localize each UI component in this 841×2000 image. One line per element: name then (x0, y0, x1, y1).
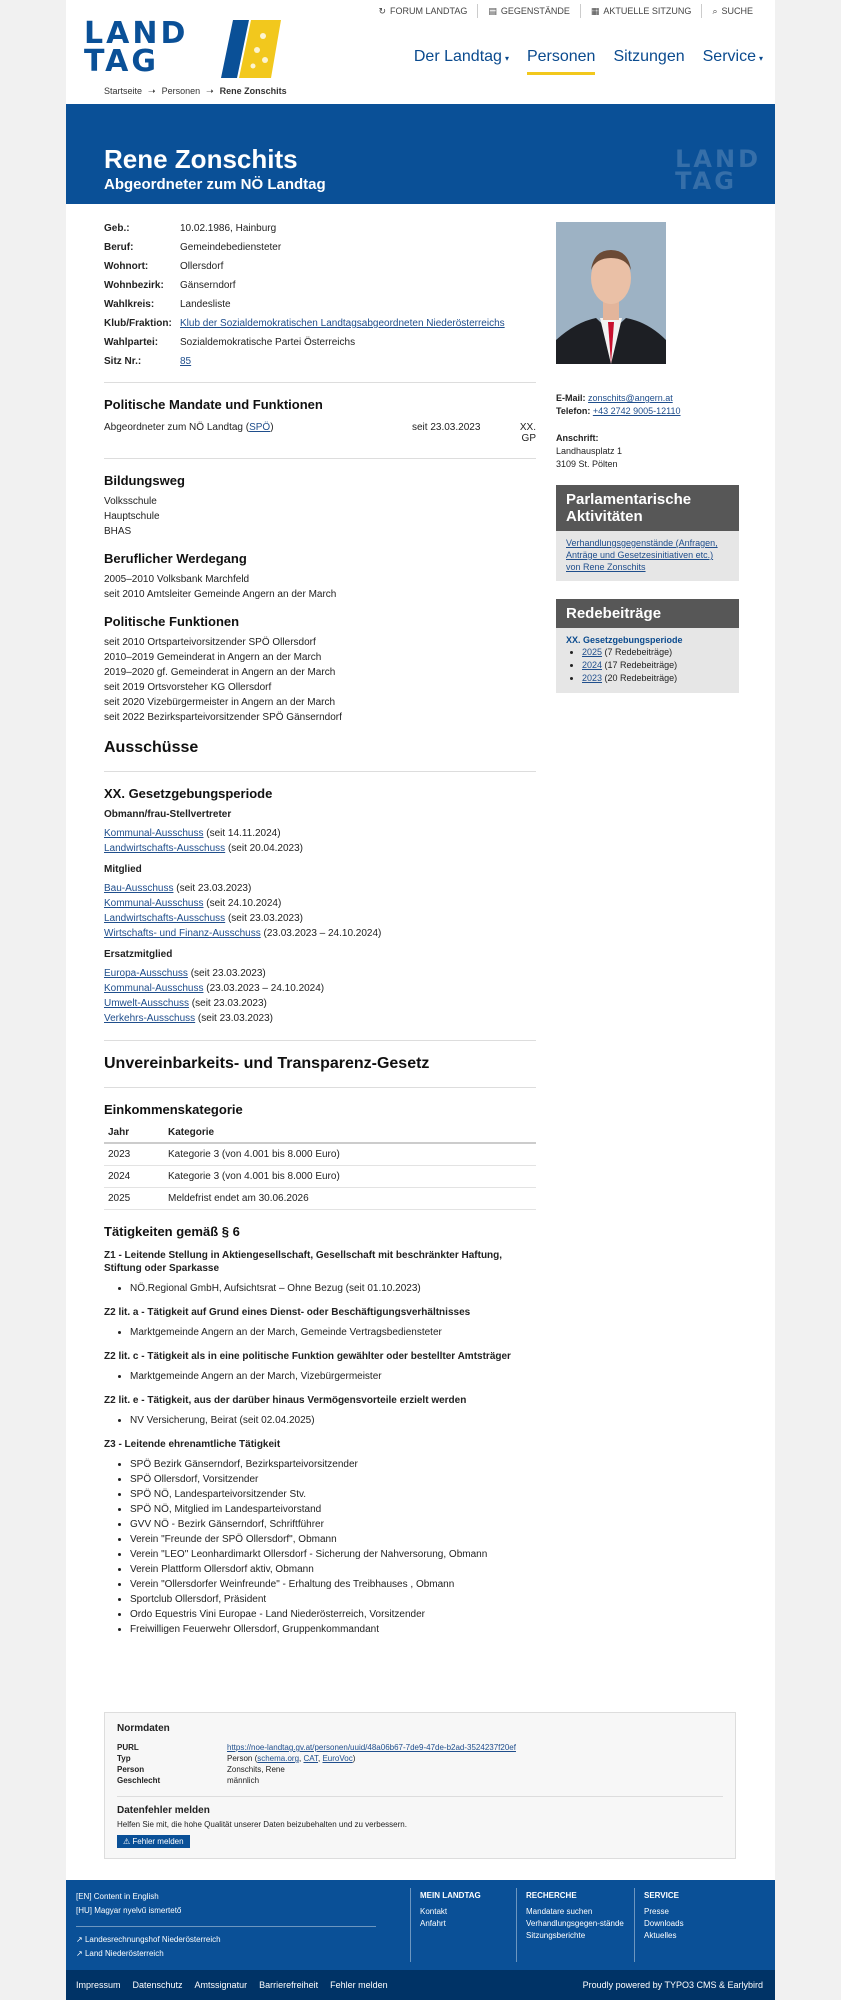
beruf-heading: Beruflicher Werdegang (104, 551, 247, 566)
list-item: • SPÖ Ollersdorf, Vorsitzender (130, 1472, 536, 1487)
nav-label: Sitzungen (613, 48, 685, 65)
info-key: Wohnort: (104, 261, 149, 272)
address-label: Anschrift: (556, 433, 599, 443)
parl-heading: Parlamentarische Aktivitäten (556, 485, 739, 531)
toplink-0[interactable] (368, 4, 477, 18)
schema-link[interactable]: schema.org (257, 1754, 300, 1763)
rede-heading: Redebeiträge (556, 599, 739, 628)
divider (104, 1087, 536, 1088)
committee-item (104, 911, 536, 926)
footer-divider (410, 1888, 411, 1962)
committee-item (104, 966, 536, 981)
activity-category: Z2 lit. c - Tätigkeit als in eine politische Funktion gewählter oder bestellter Amtsträger (104, 1351, 511, 1362)
info-row (104, 355, 536, 368)
chevron-down-icon: ▾ (758, 54, 763, 63)
list-item: Hauptschule (104, 511, 160, 522)
typ-end: ) (352, 1754, 356, 1763)
cell-kategorie: Kategorie 3 (von 4.001 bis 8.000 Euro) (164, 1166, 536, 1188)
ext-link-land[interactable] (76, 1947, 396, 1961)
purl-link[interactable]: https://noe-landtag.gv.at/personen/uuid/48a06b67-7de9-47de-b2ad-3524237f20ef (227, 1743, 516, 1752)
footer-link[interactable]: Anfahrt (420, 1919, 446, 1928)
person-value: Zonschits, Rene (227, 1765, 285, 1774)
list-item: seit 2020 Vizebürgermeister in Angern an der March (104, 697, 336, 708)
list-item: 2005–2010 Volksbank Marchfeld (104, 574, 250, 585)
gender-value: männlich (227, 1776, 260, 1785)
hero-banner (66, 104, 775, 204)
list-item: • Freiwilligen Feuerwehr Ollersdorf, Gruppenkommandant (130, 1622, 536, 1637)
divider (104, 771, 536, 772)
list-item: • NV Versicherung, Beirat (seit 02.04.2025) (130, 1413, 536, 1428)
info-row (104, 298, 536, 311)
footer-bottom-link[interactable]: Impressum (76, 1980, 121, 1990)
watermark-line1: LAND (675, 145, 761, 173)
info-value: Sozialdemokratische Partei Österreichs (180, 337, 356, 348)
info-row (104, 317, 536, 330)
nav-item-1[interactable] (527, 48, 596, 75)
list-item: • Marktgemeinde Angern an der March, Vizebürgermeister (130, 1369, 536, 1384)
committee-item (104, 981, 536, 996)
footer-bottom-link[interactable]: Amtssignatur (194, 1980, 248, 1990)
typ-text: Person ( (227, 1754, 258, 1763)
external-link-icon: ↗ (76, 1935, 85, 1944)
committee-date: (23.03.2023 – 24.10.2024) (203, 983, 325, 994)
mandate-label: Abgeordneter zum NÖ Landtag ( (104, 422, 250, 433)
activity-list (104, 1369, 536, 1384)
breadcrumb-personen[interactable]: Personen (161, 86, 201, 96)
error-text: Helfen Sie mit, die hohe Qualität unserer Daten beizubehalten und zu verbessern. (117, 1820, 407, 1829)
list-item: • NÖ.Regional GmbH, Aufsichtsrat – Ohne Bezug (seit 01.10.2023) (130, 1281, 536, 1296)
bildung-heading: Bildungsweg (104, 473, 185, 488)
sidebar (556, 222, 739, 693)
cat-link[interactable]: CAT (303, 1754, 319, 1763)
mandate-since: seit 23.03.2023 (412, 422, 481, 433)
main-nav (414, 48, 763, 75)
bildung-list (104, 494, 536, 539)
activities-list (104, 1249, 536, 1637)
page (66, 0, 775, 2000)
portrait-image (556, 222, 666, 364)
forum-icon: ↻ (378, 5, 387, 16)
info-value: Landesliste (180, 299, 231, 310)
committee-date: (seit 23.03.2023) (173, 883, 252, 894)
list-item: • Verein "LEO" Leonhardimarkt Ollersdorf - Sicherung der Nahversorung, Obmann (130, 1547, 536, 1562)
footer-left (76, 1890, 396, 1961)
list-item: • Ordo Equestris Vini Europae - Land Niederösterreich, Vorsitzender (130, 1607, 536, 1622)
lang-hu-link[interactable]: [HU] Magyar nyelvű ismertető (76, 1906, 182, 1915)
polfunk-heading: Politische Funktionen (104, 614, 240, 629)
committee-item (104, 1011, 536, 1026)
list-item: • Verein "Freunde der SPÖ Ollersdorf", Obmann (130, 1532, 536, 1547)
page-subtitle: Abgeordneter zum NÖ Landtag (104, 176, 326, 193)
activity-list (104, 1281, 536, 1296)
footer-link[interactable]: Downloads (644, 1919, 684, 1928)
committee-link[interactable]: Europa-Ausschuss (104, 968, 188, 979)
committee-date: (seit 23.03.2023) (187, 968, 266, 979)
footer-link[interactable]: Mandatare suchen (526, 1907, 593, 1916)
breadcrumb-current: Rene Zonschits (219, 86, 287, 96)
committee-item (104, 926, 536, 941)
income-table (104, 1123, 536, 1210)
committee-item (104, 826, 536, 841)
list-item: • SPÖ NÖ, Mitglied im Landesparteivorstand (130, 1502, 536, 1517)
normdaten-heading: Normdaten (117, 1723, 170, 1734)
table-row (104, 1166, 536, 1188)
nav-item-0[interactable] (414, 48, 509, 75)
list-item: seit 2019 Ortsvorsteher KG Ollersdorf (104, 682, 272, 693)
person-label: Person (117, 1765, 145, 1774)
committee-date: (seit 23.03.2023) (225, 913, 303, 924)
info-value: 10.02.1986, Hainburg (180, 223, 277, 234)
footer-bottom-links (76, 1980, 388, 1990)
list-item: • Verein "Ollersdorfer Weinfreunde" - Erhaltung des Treibhauses , Obmann (130, 1577, 536, 1592)
footer-link[interactable]: Verhandlungsgegen-stände (526, 1919, 624, 1928)
chevron-down-icon: ▾ (504, 54, 509, 63)
list-item: seit 2010 Amtsleiter Gemeinde Angern an der March (104, 589, 337, 600)
footer-bottom-link[interactable]: Barrierefreiheit (259, 1980, 319, 1990)
info-link[interactable]: 85 (180, 356, 192, 367)
committee-date: (seit 23.03.2023) (189, 998, 267, 1009)
toplink-1[interactable] (477, 4, 580, 18)
mandate-close: ) (270, 422, 274, 433)
email-link[interactable]: zonschits@angern.at (588, 393, 673, 403)
page-title: Rene Zonschits (104, 144, 298, 174)
table-row (104, 1188, 536, 1210)
logo-text-line2: TAG (84, 44, 159, 79)
typ-label: Typ (117, 1754, 131, 1763)
committee-link[interactable]: Umwelt-Ausschuss (104, 998, 190, 1009)
list-item: • Sportclub Ollersdorf, Präsident (130, 1592, 536, 1607)
list-item: seit 2010 Ortsparteivorsitzender SPÖ Ollersdorf (104, 637, 316, 648)
ext1-label: Landesrechnungshof Niederösterreich (84, 1935, 221, 1944)
activity-category: Z1 - Leitende Stellung in Aktiengesellschaft, Gesellschaft mit beschränkter Haftung, Stiftung oder Sparkasse (104, 1250, 503, 1274)
person-info (104, 222, 536, 368)
purl-label: PURL (117, 1743, 139, 1752)
ausschuesse-groups (104, 809, 536, 1026)
rede-period: XX. Gesetzgebungsperiode (566, 635, 683, 645)
footer-col-title: SERVICE (644, 1891, 679, 1900)
mandate-text (104, 422, 412, 444)
cell-jahr: 2025 (104, 1188, 164, 1210)
committee-item (104, 896, 536, 911)
rede-year-link[interactable]: 2025 (582, 647, 603, 657)
nav-label: Service (702, 48, 756, 65)
info-row (104, 260, 536, 273)
rede-count: (7 Redebeiträge) (602, 647, 673, 657)
activity-category: Z3 - Leitende ehrenamtliche Tätigkeit (104, 1439, 281, 1450)
external-link-icon: ↗ (76, 1949, 85, 1958)
committee-role: Ersatzmitglied (104, 949, 173, 960)
table-header-row (104, 1123, 536, 1143)
beruf-list (104, 572, 536, 602)
footer-link[interactable]: Presse (644, 1907, 669, 1916)
list-item (582, 659, 729, 672)
list-item: • Verein Plattform Ollersdorf aktiv, Obmann (130, 1562, 536, 1577)
period-heading: XX. Gesetzgebungsperiode (104, 786, 273, 801)
info-key: Wahlpartei: (104, 337, 159, 348)
landtag-logo[interactable] (84, 16, 284, 82)
ext-link-rh[interactable] (76, 1933, 396, 1947)
tg-heading: Tätigkeiten gemäß § 6 (104, 1224, 240, 1239)
cell-jahr: 2024 (104, 1166, 164, 1188)
phone-label: Telefon: (556, 406, 591, 416)
address-line2: 3109 St. Pölten (556, 459, 618, 469)
mandate-row (104, 422, 536, 444)
arrow-right-icon: ➝ (148, 86, 156, 96)
address-line1: Landhausplatz 1 (556, 446, 623, 456)
footer-col-title: MEIN LANDTAG (420, 1891, 481, 1900)
committee-link[interactable]: Bau-Ausschuss (104, 883, 174, 894)
col-kategorie: Kategorie (164, 1123, 536, 1143)
committee-item (104, 881, 536, 896)
committee-role: Mitglied (104, 864, 142, 875)
committee-link[interactable]: Verkehrs-Ausschuss (104, 1013, 196, 1024)
activity-list (104, 1413, 536, 1428)
col-jahr: Jahr (104, 1123, 164, 1143)
info-key: Wohnbezirk: (104, 280, 164, 291)
toplink-label: GEGENSTÄNDE (500, 6, 570, 16)
info-row (104, 279, 536, 292)
list-item: seit 2022 Bezirksparteivorsitzender SPÖ Gänserndorf (104, 712, 342, 723)
cell-kategorie: Meldefrist endet am 30.06.2026 (164, 1188, 536, 1210)
committee-link[interactable]: Kommunal-Ausschuss (104, 983, 204, 994)
uvg-heading: Unvereinbarkeits- und Transparenz-Gesetz (104, 1055, 430, 1072)
activity-category: Z2 lit. a - Tätigkeit auf Grund eines Dienst- oder Beschäftigungsverhältnisses (104, 1307, 471, 1318)
footer-link[interactable]: Sitzungsberichte (526, 1931, 586, 1940)
list-item (582, 646, 729, 659)
phone-link[interactable]: +43 2742 9005-12110 (592, 406, 681, 416)
footer-col-1 (526, 1890, 626, 1942)
report-error-button[interactable] (117, 1835, 190, 1848)
arrow-right-icon: ➝ (206, 86, 214, 96)
info-key: Beruf: (104, 242, 134, 253)
logo-flag-icon (219, 20, 281, 78)
info-value: Gemeindebediensteter (180, 242, 282, 253)
lang-en-link[interactable]: [EN] Content in English (76, 1892, 159, 1901)
footer-bottom-link[interactable]: Datenschutz (132, 1980, 183, 1990)
nav-item-3[interactable] (703, 48, 763, 75)
committee-date: (seit 23.03.2023) (195, 1013, 273, 1024)
committee-date: (seit 20.04.2023) (225, 843, 303, 854)
rede-count: (20 Redebeiträge) (602, 673, 678, 683)
breadcrumb (104, 86, 287, 97)
error-heading: Datenfehler melden (117, 1805, 210, 1816)
divider (104, 458, 536, 459)
nav-label: Der Landtag (413, 48, 502, 65)
list-item: Volksschule (104, 496, 157, 507)
divider (104, 1040, 536, 1041)
cell-kategorie: Kategorie 3 (von 4.001 bis 8.000 Euro) (164, 1143, 536, 1166)
parl-link[interactable]: Verhandlungsgegenstände (Anfragen, Anträge und Gesetzesinitiativen etc.) von Rene Zonschits (566, 538, 718, 572)
committee-link[interactable]: Landwirtschafts-Ausschuss (104, 843, 226, 854)
ext2-label: Land Niederösterreich (84, 1949, 164, 1958)
rede-count: (17 Redebeiträge) (602, 660, 678, 670)
committee-link[interactable]: Kommunal-Ausschuss (104, 898, 204, 909)
eurovoc-link[interactable]: EuroVoc (322, 1754, 353, 1763)
mandate-heading: Politische Mandate und Funktionen (104, 397, 323, 412)
info-value: Ollersdorf (180, 261, 224, 272)
list-item: • GVV NÖ - Bezirk Gänserndorf, Schriftführer (130, 1517, 536, 1532)
warning-icon: ⚠ (123, 1837, 133, 1846)
ek-heading: Einkommenskategorie (104, 1102, 243, 1117)
toplink-2[interactable] (580, 4, 702, 18)
polfunk-list (104, 635, 536, 725)
footer-col-0 (420, 1890, 520, 1930)
activity-list (104, 1325, 536, 1340)
committee-date: (seit 14.11.2024) (203, 828, 281, 839)
breadcrumb-home[interactable]: Startseite (104, 86, 143, 96)
committee-item (104, 996, 536, 1011)
rede-list (566, 646, 729, 685)
footer-divider (634, 1888, 635, 1962)
activity-category: Z2 lit. e - Tätigkeit, aus der darüber hinaus Vermögensvorteile erzielt werden (104, 1395, 467, 1406)
rede-box (556, 599, 739, 693)
footer-col-2 (644, 1890, 744, 1942)
contact-block (556, 392, 739, 471)
info-row (104, 222, 536, 235)
footer-col-title: RECHERCHE (526, 1891, 577, 1900)
top-links (368, 4, 763, 18)
committee-link[interactable]: Wirtschafts- und Finanz-Ausschuss (104, 928, 261, 939)
committee-link[interactable]: Kommunal-Ausschuss (104, 828, 204, 839)
gender-label: Geschlecht (117, 1776, 161, 1785)
email-label: E-Mail: (556, 393, 586, 403)
main-content (104, 222, 536, 1637)
footer-link[interactable]: Aktuelles (644, 1931, 677, 1940)
parl-box (556, 485, 739, 581)
list-item: • Marktgemeinde Angern an der March, Gemeinde Vertragsbediensteter (130, 1325, 536, 1340)
list-item: BHAS (104, 526, 132, 537)
hero-watermark (675, 145, 761, 195)
report-error-label: Fehler melden (132, 1837, 184, 1846)
toplink-label: FORUM LANDTAG (390, 6, 468, 16)
footer-link[interactable]: Kontakt (420, 1907, 448, 1916)
footer-bottom-link[interactable]: Fehler melden (330, 1980, 388, 1990)
toplink-label: AKTUELLE SITZUNG (603, 6, 692, 16)
info-key: Klub/Fraktion: (104, 318, 172, 329)
info-key: Wahlkreis: (104, 299, 155, 310)
nav-item-2[interactable] (613, 48, 684, 75)
committee-role: Obmann/frau-Stellvertreter (104, 809, 232, 820)
ausschuesse-heading: Ausschüsse (104, 739, 199, 756)
list-item: 2010–2019 Gemeinderat in Angern an der March (104, 652, 322, 663)
nav-label: Personen (526, 48, 596, 65)
list-item: • SPÖ NÖ, Landesparteivorsitzender Stv. (130, 1487, 536, 1502)
toplink-3[interactable] (701, 4, 763, 18)
powered-by: Proudly powered by TYPO3 CMS & Earlybird (582, 1980, 763, 1990)
rede-year-link[interactable]: 2024 (582, 660, 603, 670)
portrait-photo (556, 222, 666, 364)
committee-link[interactable]: Landwirtschafts-Ausschuss (104, 913, 226, 924)
table-row (104, 1143, 536, 1166)
document-icon: ▤ (488, 5, 497, 16)
normdaten-box (104, 1712, 736, 1859)
committee-date: (seit 24.10.2024) (203, 898, 282, 909)
list-item: • SPÖ Bezirk Gänserndorf, Bezirksparteivorsitzender (130, 1457, 536, 1472)
info-row (104, 241, 536, 254)
list-item (582, 672, 729, 685)
info-row (104, 336, 536, 349)
committee-item (104, 841, 536, 856)
activity-list (104, 1457, 536, 1637)
rede-year-link[interactable]: 2023 (582, 673, 603, 683)
calendar-icon: ▦ (590, 5, 600, 16)
party-link[interactable]: SPÖ (249, 422, 271, 433)
info-key: Sitz Nr.: (104, 356, 142, 367)
divider (104, 382, 536, 383)
info-link[interactable]: Klub der Sozialdemokratischen Landtagsabgeordneten Niederösterreichs (180, 318, 505, 329)
mandate-gp: XX. GP (519, 422, 536, 444)
footer (66, 1880, 775, 1970)
toplink-label: SUCHE (721, 6, 753, 16)
info-key: Geb.: (104, 223, 130, 234)
logo-text-line1: LAND (84, 16, 189, 51)
typ-value: Person (schema.org, CAT, EuroVoc) (227, 1754, 356, 1763)
watermark-line2: TAG (675, 167, 737, 195)
info-value: Gänserndorf (180, 280, 236, 291)
list-item: 2019–2020 gf. Gemeinderat in Angern an der March (104, 667, 336, 678)
footer-bottom (66, 1970, 775, 2000)
cell-jahr: 2023 (104, 1143, 164, 1166)
committee-date: (23.03.2023 – 24.10.2024) (260, 928, 382, 939)
search-icon: ⌕ (712, 5, 718, 16)
